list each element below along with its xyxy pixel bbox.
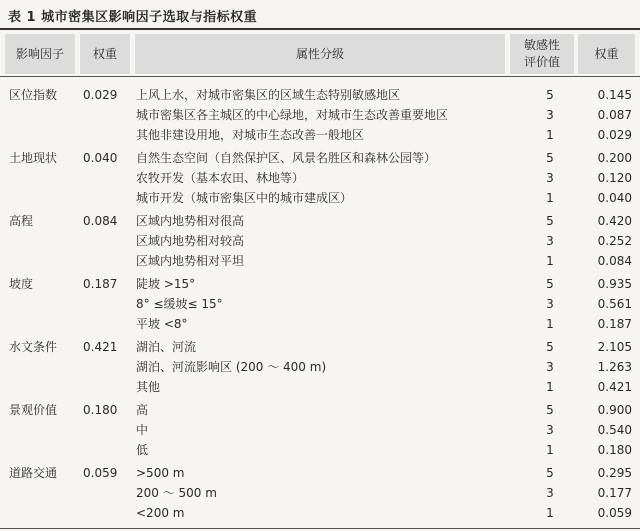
table-row bbox=[0, 483, 640, 503]
table-row bbox=[0, 420, 640, 440]
attribute-cell: 中 bbox=[136, 423, 149, 437]
sensitivity-cell: 5 bbox=[546, 466, 554, 480]
weight-cell: 0.180 bbox=[83, 403, 118, 417]
weighted-value-cell: 0.180 bbox=[597, 443, 632, 457]
attribute-cell: 低 bbox=[136, 443, 149, 457]
weighted-value-cell: 0.145 bbox=[597, 88, 632, 102]
factor-cell: 水文条件 bbox=[9, 340, 58, 354]
header-attribute-label: 属性分级 bbox=[295, 46, 344, 61]
sensitivity-cell: 3 bbox=[546, 171, 554, 185]
bottom-rule bbox=[0, 528, 640, 529]
weight-cell: 0.084 bbox=[83, 214, 118, 228]
weighted-value-cell: 0.252 bbox=[597, 234, 632, 248]
weight-cell: 0.040 bbox=[83, 151, 118, 165]
weighted-value-cell: 0.900 bbox=[597, 403, 632, 417]
table-row bbox=[0, 125, 640, 145]
sensitivity-cell: 1 bbox=[546, 443, 554, 457]
sensitivity-cell: 5 bbox=[546, 403, 554, 417]
header-sensitivity-line1: 敏感性 bbox=[523, 38, 560, 52]
attribute-cell: 高 bbox=[136, 403, 149, 417]
attribute-cell: 区域内地势相对较高 bbox=[136, 234, 245, 248]
weighted-value-cell: 0.561 bbox=[597, 297, 632, 311]
sensitivity-cell: 3 bbox=[546, 108, 554, 122]
weighted-value-cell: 0.421 bbox=[597, 380, 632, 394]
sensitivity-cell: 1 bbox=[546, 380, 554, 394]
attribute-cell: 湖泊、河流 bbox=[136, 340, 197, 354]
sensitivity-cell: 3 bbox=[546, 360, 554, 374]
table-group bbox=[0, 463, 640, 526]
header-factor-label: 影响因子 bbox=[15, 46, 64, 61]
table-row bbox=[0, 440, 640, 460]
factor-cell: 高程 bbox=[9, 214, 34, 228]
attribute-cell: 平坡 <8° bbox=[136, 317, 188, 331]
factor-cell: 坡度 bbox=[9, 277, 34, 291]
factor-cell: 道路交通 bbox=[9, 466, 58, 480]
header-rule bbox=[0, 76, 640, 77]
table-group bbox=[0, 211, 640, 274]
attribute-cell: 区域内地势相对很高 bbox=[136, 214, 245, 228]
sensitivity-cell: 1 bbox=[546, 191, 554, 205]
attribute-cell: 陡坡 >15° bbox=[136, 277, 196, 291]
sensitivity-cell: 1 bbox=[546, 254, 554, 268]
factor-cell: 景观价值 bbox=[9, 403, 58, 417]
sensitivity-cell: 3 bbox=[546, 297, 554, 311]
sensitivity-cell: 3 bbox=[546, 234, 554, 248]
sensitivity-cell: 5 bbox=[546, 340, 554, 354]
table-group bbox=[0, 148, 640, 211]
sensitivity-cell: 5 bbox=[546, 214, 554, 228]
attribute-cell: <200 m bbox=[136, 506, 185, 520]
table-group bbox=[0, 85, 640, 148]
attribute-cell: 城市密集区各主城区的中心绿地，对城市生态改善重要地区 bbox=[136, 108, 449, 122]
weighted-value-cell: 0.540 bbox=[597, 423, 632, 437]
header-weight-label: 权重 bbox=[92, 46, 117, 61]
weighted-value-cell: 0.120 bbox=[597, 171, 632, 185]
sensitivity-cell: 1 bbox=[546, 128, 554, 142]
weighted-value-cell: 0.087 bbox=[597, 108, 632, 122]
weight-cell: 0.059 bbox=[83, 466, 118, 480]
weighted-value-cell: 0.200 bbox=[597, 151, 632, 165]
factor-cell: 土地现状 bbox=[9, 151, 58, 165]
attribute-cell: 农牧开发（基本农田、林地等） bbox=[136, 171, 305, 185]
table-body bbox=[0, 85, 640, 526]
table-row bbox=[0, 251, 640, 271]
table-row bbox=[0, 211, 640, 231]
header-sensitivity-line2: 评价值 bbox=[523, 55, 560, 69]
weight-cell: 0.029 bbox=[83, 88, 118, 102]
weighted-value-cell: 0.295 bbox=[597, 466, 632, 480]
sensitivity-cell: 5 bbox=[546, 151, 554, 165]
sensitivity-cell: 5 bbox=[546, 277, 554, 291]
attribute-cell: 8° ≤缓坡≤ 15° bbox=[136, 297, 223, 311]
table-row bbox=[0, 337, 640, 357]
table-row bbox=[0, 314, 640, 334]
sensitivity-cell: 5 bbox=[546, 88, 554, 102]
table-row bbox=[0, 105, 640, 125]
table-row bbox=[0, 294, 640, 314]
table-row bbox=[0, 231, 640, 251]
weighted-value-cell: 1.263 bbox=[597, 360, 632, 374]
header-weight2-label: 权重 bbox=[594, 46, 619, 61]
attribute-cell: 200 ～ 500 m bbox=[136, 486, 217, 500]
factor-cell: 区位指数 bbox=[9, 88, 58, 102]
table-row bbox=[0, 188, 640, 208]
header-attribute bbox=[135, 34, 505, 74]
table-row bbox=[0, 503, 640, 523]
weighted-value-cell: 0.935 bbox=[597, 277, 632, 291]
header-weight bbox=[80, 34, 130, 74]
sensitivity-cell: 1 bbox=[546, 317, 554, 331]
table-row bbox=[0, 463, 640, 483]
table-row bbox=[0, 400, 640, 420]
table-row bbox=[0, 274, 640, 294]
weight-cell: 0.187 bbox=[83, 277, 118, 291]
header-factor bbox=[5, 34, 75, 74]
attribute-cell: 自然生态空间（自然保护区、风景名胜区和森林公园等） bbox=[136, 151, 437, 165]
table-row bbox=[0, 85, 640, 105]
weighted-value-cell: 2.105 bbox=[597, 340, 632, 354]
table-row bbox=[0, 148, 640, 168]
table-title: 表 1 城市密集区影响因子选取与指标权重 bbox=[8, 10, 258, 25]
table-group bbox=[0, 400, 640, 463]
table-group bbox=[0, 274, 640, 337]
weighted-value-cell: 0.187 bbox=[597, 317, 632, 331]
attribute-cell: 湖泊、河流影响区 (200 ～ 400 m) bbox=[136, 360, 327, 374]
table-row bbox=[0, 357, 640, 377]
attribute-cell: 其他非建设用地，对城市生态改善一般地区 bbox=[136, 128, 365, 142]
table-row bbox=[0, 377, 640, 397]
top-rule bbox=[0, 28, 640, 30]
weighted-value-cell: 0.084 bbox=[597, 254, 632, 268]
weighted-value-cell: 0.059 bbox=[597, 506, 632, 520]
header-weight2 bbox=[578, 34, 635, 74]
attribute-cell: 其他 bbox=[136, 380, 161, 394]
weight-cell: 0.421 bbox=[83, 340, 118, 354]
attribute-cell: 区域内地势相对平坦 bbox=[136, 254, 245, 268]
weighted-value-cell: 0.177 bbox=[597, 486, 632, 500]
table-row bbox=[0, 168, 640, 188]
attribute-cell: 上风上水，对城市密集区的区域生态特别敏感地区 bbox=[136, 88, 401, 102]
sensitivity-cell: 1 bbox=[546, 506, 554, 520]
attribute-cell: 城市开发（城市密集区中的城市建成区） bbox=[136, 191, 353, 205]
weighted-value-cell: 0.029 bbox=[597, 128, 632, 142]
sensitivity-cell: 3 bbox=[546, 423, 554, 437]
weighted-value-cell: 0.040 bbox=[597, 191, 632, 205]
sensitivity-cell: 3 bbox=[546, 486, 554, 500]
weighted-value-cell: 0.420 bbox=[597, 214, 632, 228]
attribute-cell: >500 m bbox=[136, 466, 185, 480]
header-sensitivity bbox=[510, 34, 574, 74]
table-group bbox=[0, 337, 640, 400]
